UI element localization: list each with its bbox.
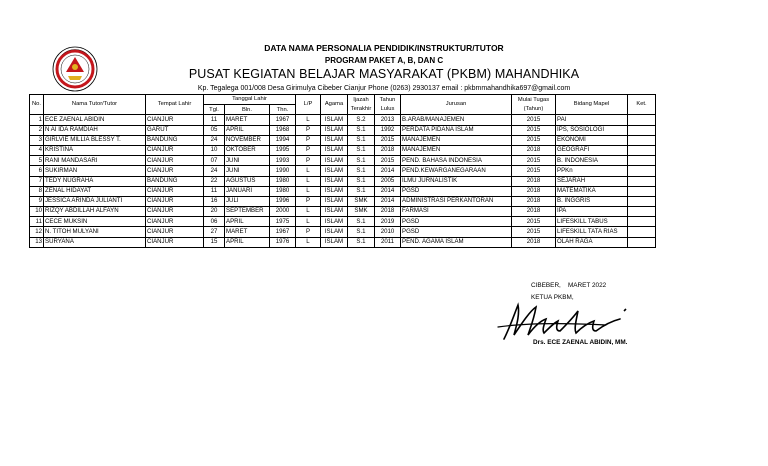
cell-mulai: 2015	[512, 166, 556, 176]
cell-tempat: CIANJUR	[146, 156, 204, 166]
cell-mulai: 2018	[512, 186, 556, 196]
cell-lp: L	[296, 115, 321, 125]
cell-mulai: 2015	[512, 227, 556, 237]
cell-mapel: PAI	[556, 115, 628, 125]
cell-ket	[628, 156, 656, 166]
cell-mulai: 2018	[512, 145, 556, 155]
cell-tgl: 16	[204, 196, 225, 206]
cell-no: 6	[30, 166, 44, 176]
table-row	[30, 135, 656, 145]
cell-no: 9	[30, 196, 44, 206]
cell-nama: SURYANA	[44, 237, 146, 247]
cell-jurusan: ILMU JURNALISTIK	[401, 176, 512, 186]
cell-lulus: 2015	[375, 156, 401, 166]
cell-agama: ISLAM	[321, 115, 348, 125]
cell-nama: RIZQY ABDILLAH ALFAYN	[44, 207, 146, 217]
cell-lp: L	[296, 176, 321, 186]
cell-tempat: CIANJUR	[146, 196, 204, 206]
cell-bln: MARET	[225, 227, 270, 237]
header-agama: Agama	[321, 95, 348, 115]
document-title: DATA NAMA PERSONALIA PENDIDIK/INSTRUKTUR/TUTOR	[264, 43, 504, 53]
header-tanggal-lahir: Tanggal Lahir	[204, 95, 296, 105]
cell-lp: L	[296, 166, 321, 176]
cell-bln: JANUARI	[225, 186, 270, 196]
cell-mapel: LIFESKILL TABUS	[556, 217, 628, 227]
cell-ket	[628, 207, 656, 217]
header-bln: Bln.	[225, 105, 270, 115]
cell-ijazah: S.1	[348, 145, 375, 155]
table-row	[30, 227, 656, 237]
cell-mulai: 2015	[512, 115, 556, 125]
cell-bln: JULI	[225, 196, 270, 206]
cell-tempat: CIANJUR	[146, 186, 204, 196]
cell-thn: 2000	[270, 207, 296, 217]
cell-jurusan: PGSD	[401, 186, 512, 196]
cell-lp: P	[296, 145, 321, 155]
cell-nama: N. TITOH MULYANI	[44, 227, 146, 237]
cell-mulai: 2018	[512, 196, 556, 206]
table-row	[30, 125, 656, 135]
cell-no: 5	[30, 156, 44, 166]
signature-place: CIBEBER,	[531, 282, 561, 289]
table-row	[30, 196, 656, 206]
cell-mapel: IPA	[556, 207, 628, 217]
cell-tempat: CIANJUR	[146, 207, 204, 217]
cell-ijazah: S.1	[348, 176, 375, 186]
cell-tempat: GARUT	[146, 125, 204, 135]
cell-tempat: BANDUNG	[146, 176, 204, 186]
cell-ijazah: S.1	[348, 156, 375, 166]
cell-jurusan: PGSD	[401, 227, 512, 237]
cell-nama: TEDY NUGRAHA	[44, 176, 146, 186]
cell-ket	[628, 227, 656, 237]
cell-ijazah: SMK	[348, 196, 375, 206]
cell-mapel: OLAH RAGA	[556, 237, 628, 247]
cell-lp: L	[296, 217, 321, 227]
cell-thn: 1967	[270, 115, 296, 125]
cell-bln: APRIL	[225, 217, 270, 227]
cell-jurusan: PEND. AGAMA ISLAM	[401, 237, 512, 247]
cell-thn: 1994	[270, 135, 296, 145]
cell-agama: ISLAM	[321, 237, 348, 247]
cell-jurusan: FARMASI	[401, 207, 512, 217]
cell-lulus: 2014	[375, 196, 401, 206]
cell-bln: APRIL	[225, 237, 270, 247]
table-body	[30, 115, 656, 247]
cell-no: 4	[30, 145, 44, 155]
cell-mulai: 2015	[512, 125, 556, 135]
cell-thn: 1975	[270, 217, 296, 227]
institution-address: Kp. Tegalega 001/008 Desa Girimulya Cibeber Cianjur Phone (0263) 2930137 email : pkbmmahandhika697@gmail.com	[197, 85, 571, 92]
cell-lp: P	[296, 135, 321, 145]
cell-lulus: 2014	[375, 166, 401, 176]
cell-ket	[628, 176, 656, 186]
table-row	[30, 207, 656, 217]
cell-thn: 1967	[270, 227, 296, 237]
cell-ijazah: S.1	[348, 227, 375, 237]
cell-no: 13	[30, 237, 44, 247]
table-row	[30, 217, 656, 227]
cell-thn: 1990	[270, 166, 296, 176]
header-bidang-mapel: Bidang Mapel	[556, 95, 628, 115]
cell-lulus: 2018	[375, 145, 401, 155]
cell-agama: ISLAM	[321, 217, 348, 227]
cell-thn: 1976	[270, 237, 296, 247]
cell-lp: L	[296, 207, 321, 217]
cell-ijazah: SMK	[348, 207, 375, 217]
cell-ijazah: S.1	[348, 135, 375, 145]
cell-ket	[628, 166, 656, 176]
signature-date: MARET 2022	[567, 282, 607, 289]
cell-no: 1	[30, 115, 44, 125]
cell-mapel: SEJARAH	[556, 176, 628, 186]
cell-tgl: 24	[204, 166, 225, 176]
cell-lulus: 2019	[375, 217, 401, 227]
cell-nama: CECE MUKSIN	[44, 217, 146, 227]
cell-jurusan: PEND. BAHASA INDONESIA	[401, 156, 512, 166]
cell-agama: ISLAM	[321, 186, 348, 196]
cell-lp: L	[296, 186, 321, 196]
cell-tgl: 07	[204, 156, 225, 166]
cell-bln: OKTOBER	[225, 145, 270, 155]
cell-bln: AGUSTUS	[225, 176, 270, 186]
cell-ket	[628, 115, 656, 125]
header-tahun-lulus: Tahun Lulus	[375, 95, 401, 115]
cell-no: 10	[30, 207, 44, 217]
cell-tgl: 20	[204, 207, 225, 217]
cell-thn: 1968	[270, 125, 296, 135]
cell-mulai: 2015	[512, 135, 556, 145]
cell-jurusan: PEND.KEWARGANEGARAAN	[401, 166, 512, 176]
cell-lulus: 2005	[375, 176, 401, 186]
cell-mapel: IPS, SOSIOLOGI	[556, 125, 628, 135]
cell-ijazah: S.1	[348, 166, 375, 176]
cell-tempat: CIANJUR	[146, 237, 204, 247]
cell-nama: JESSICA ARINDA JULIANTI	[44, 196, 146, 206]
cell-agama: ISLAM	[321, 145, 348, 155]
cell-lulus: 2010	[375, 227, 401, 237]
cell-lp: P	[296, 196, 321, 206]
cell-tgl: 15	[204, 237, 225, 247]
cell-no: 11	[30, 217, 44, 227]
cell-lulus: 1992	[375, 125, 401, 135]
cell-no: 2	[30, 125, 44, 135]
cell-lp: P	[296, 125, 321, 135]
cell-bln: NOVEMBER	[225, 135, 270, 145]
cell-nama: SUKIRMAN	[44, 166, 146, 176]
cell-tgl: 11	[204, 186, 225, 196]
cell-thn: 1993	[270, 156, 296, 166]
cell-lp: P	[296, 156, 321, 166]
cell-ket	[628, 135, 656, 145]
cell-jurusan: MANAJEMEN	[401, 145, 512, 155]
cell-ket	[628, 196, 656, 206]
cell-tgl: 11	[204, 115, 225, 125]
cell-mapel: LIFESKILL TATA RIAS	[556, 227, 628, 237]
cell-mulai: 2018	[512, 176, 556, 186]
header-thn: Thn.	[270, 105, 296, 115]
header-jurusan: Jurusan	[401, 95, 512, 115]
cell-agama: ISLAM	[321, 156, 348, 166]
cell-no: 7	[30, 176, 44, 186]
cell-agama: ISLAM	[321, 135, 348, 145]
cell-thn: 1995	[270, 145, 296, 155]
cell-bln: SEPTEMBER	[225, 207, 270, 217]
header-lp: L/P	[296, 95, 321, 115]
table-row	[30, 186, 656, 196]
cell-no: 3	[30, 135, 44, 145]
table-row	[30, 237, 656, 247]
cell-agama: ISLAM	[321, 125, 348, 135]
cell-tgl: 10	[204, 145, 225, 155]
signature-role: KETUA PKBM,	[531, 294, 574, 301]
cell-ket	[628, 186, 656, 196]
cell-mapel: B. INGGRIS	[556, 196, 628, 206]
personnel-table	[29, 94, 656, 248]
cell-mulai: 2018	[512, 237, 556, 247]
cell-jurusan: B.ARAB/MANAJEMEN	[401, 115, 512, 125]
cell-ket	[628, 125, 656, 135]
cell-nama: N AI IDA RAMDIAH	[44, 125, 146, 135]
signature-place-date	[531, 282, 606, 289]
cell-tempat: CIANJUR	[146, 217, 204, 227]
cell-tgl: 24	[204, 135, 225, 145]
cell-tgl: 06	[204, 217, 225, 227]
table-row	[30, 166, 656, 176]
cell-thn: 1996	[270, 196, 296, 206]
cell-lp: P	[296, 227, 321, 237]
cell-lulus: 2015	[375, 135, 401, 145]
cell-agama: ISLAM	[321, 196, 348, 206]
cell-jurusan: MANAJEMEN	[401, 135, 512, 145]
cell-tgl: 27	[204, 227, 225, 237]
cell-ijazah: S.2	[348, 115, 375, 125]
cell-nama: KRISTINA	[44, 145, 146, 155]
cell-mapel: B. INDONESIA	[556, 156, 628, 166]
cell-ijazah: S.1	[348, 217, 375, 227]
cell-thn: 1980	[270, 176, 296, 186]
cell-bln: JUNI	[225, 166, 270, 176]
cell-tgl: 05	[204, 125, 225, 135]
table-row	[30, 176, 656, 186]
cell-bln: APRIL	[225, 125, 270, 135]
cell-tempat: CIANJUR	[146, 227, 204, 237]
cell-agama: ISLAM	[321, 227, 348, 237]
header-mulai-tugas: Mulai Tugas (Tahun)	[512, 95, 556, 115]
cell-ijazah: S.1	[348, 237, 375, 247]
cell-mapel: PPKn	[556, 166, 628, 176]
cell-ket	[628, 217, 656, 227]
cell-tempat: BANDUNG	[146, 135, 204, 145]
cell-nama: ECE ZAENAL ABIDIN	[44, 115, 146, 125]
cell-agama: ISLAM	[321, 207, 348, 217]
header-tempat-lahir: Tempat Lahir	[146, 95, 204, 115]
cell-ijazah: S.1	[348, 125, 375, 135]
cell-ket	[628, 145, 656, 155]
header-tgl: Tgl.	[204, 105, 225, 115]
table-row	[30, 145, 656, 155]
cell-bln: JUNI	[225, 156, 270, 166]
cell-lulus: 2014	[375, 186, 401, 196]
institution-name: PUSAT KEGIATAN BELAJAR MASYARAKAT (PKBM) MAHANDHIKA	[188, 67, 580, 81]
cell-mapel: EKONOMI	[556, 135, 628, 145]
cell-ijazah: S.1	[348, 186, 375, 196]
signatory-name: Drs. ECE ZAENAL ABIDIN, MM.	[533, 339, 628, 346]
header-ijazah: Ijazah Terakhir	[348, 95, 375, 115]
cell-lulus: 2013	[375, 115, 401, 125]
cell-tgl: 22	[204, 176, 225, 186]
cell-tempat: CIANJUR	[146, 115, 204, 125]
header-ket: Ket.	[628, 95, 656, 115]
cell-thn: 1980	[270, 186, 296, 196]
cell-lulus: 2011	[375, 237, 401, 247]
cell-jurusan: PERDATA PIDANA ISLAM	[401, 125, 512, 135]
cell-no: 12	[30, 227, 44, 237]
cell-ket	[628, 237, 656, 247]
cell-mulai: 2015	[512, 156, 556, 166]
cell-mulai: 2018	[512, 207, 556, 217]
header-nama: Nama Tutor/Tutor	[44, 95, 146, 115]
cell-tempat: CIANJUR	[146, 145, 204, 155]
handwritten-signature	[496, 297, 638, 345]
table-row	[30, 115, 656, 125]
cell-bln: MARET	[225, 115, 270, 125]
cell-nama: ZENAL HIDAYAT	[44, 186, 146, 196]
cell-tempat: CIANJUR	[146, 166, 204, 176]
program-subtitle: PROGRAM PAKET A, B, DAN C	[324, 56, 444, 65]
cell-agama: ISLAM	[321, 166, 348, 176]
cell-jurusan: ADMINISTRASI PERKANTORAN	[401, 196, 512, 206]
cell-lulus: 2018	[375, 207, 401, 217]
table-row	[30, 156, 656, 166]
cell-agama: ISLAM	[321, 176, 348, 186]
cell-lp: L	[296, 237, 321, 247]
header-no: No.	[30, 95, 44, 115]
cell-mulai: 2015	[512, 217, 556, 227]
cell-mapel: GEOGRAFI	[556, 145, 628, 155]
cell-nama: RANI MANDASARI	[44, 156, 146, 166]
cell-nama: GIRLVIE MILLIA BLESSY T.	[44, 135, 146, 145]
cell-mapel: MATEMATIKA	[556, 186, 628, 196]
cell-no: 8	[30, 186, 44, 196]
cell-jurusan: PGSD	[401, 217, 512, 227]
